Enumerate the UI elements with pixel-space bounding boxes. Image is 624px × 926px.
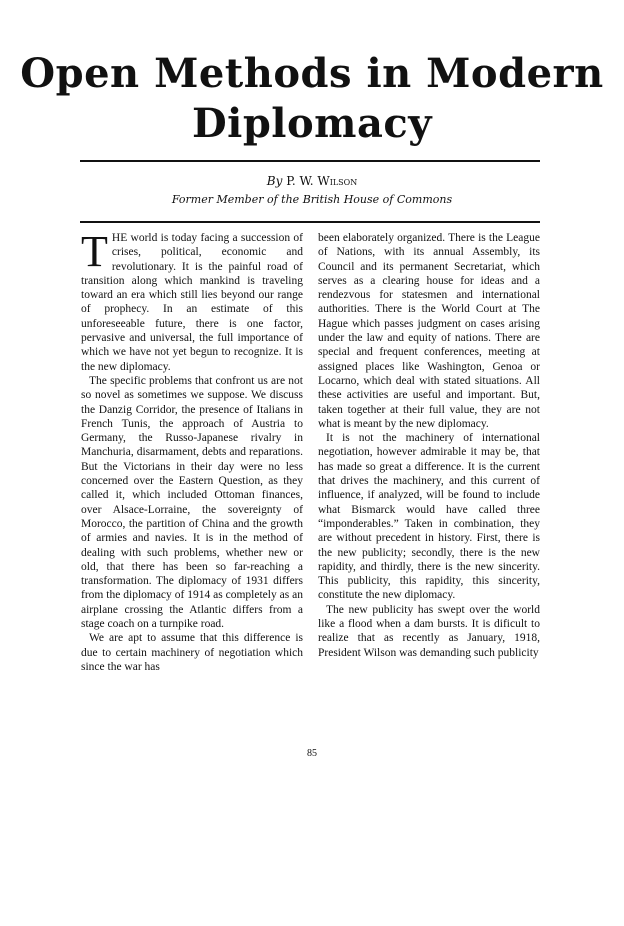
paragraph: The specific problems that confront us are not so novel as sometimes we suppose. We discuss the Danzig Corridor, the presence of Italians in French Tunis, the approach of Austria to Germany, the Russo-Japanese rivalry in Manchuria, disarmament, debts and reparations. But the Victorians in their day were no less concerned over the Eastern Question, as they called it, which included Ottoman finances, over Alsace-Lorraine, the sovereignty of Morocco, the partition of China and the growth of armies and navies. It is in the method of dealing with such problems, whether new or old, that there has been so far-reaching a transformation. The diplomacy of 1931 differs from the diplomacy of 1914 as completely as an airplane crossing the Atlantic differs from a stage coach on a turnpike road. xyxy=(81,374,303,631)
paragraph: The new publicity has swept over the world like a flood when a dam bursts. It is dificult to realize that as recently as January, 1918, President Wilson was demanding such publicity xyxy=(318,603,540,659)
byline-prefix: By xyxy=(266,174,283,188)
byline xyxy=(0,174,624,188)
author-affiliation: Former Member of the British House of Commons xyxy=(171,193,453,206)
text-column-left xyxy=(81,227,303,674)
article-title-line-2: Diplomacy xyxy=(191,100,433,147)
page-number: 85 xyxy=(307,748,317,759)
article-title-line-1: Open Methods in Modern xyxy=(20,50,604,97)
paragraph: been elaborately organized. There is the League of Nations, with its annual Assembly, its Council and its permanent Secretariat, which serves as a clearing house for ideas and a rendezvous for statesmen and international authorities. There is the World Court at The Hague which passes judgment on cases arising under the law and equity of nations. There are special and frequent conferences, meeting at assigned places like Washington, Genoa or Locarno, which deal with stated situations. All these activities are useful and important. But, taken together at their full value, they are not what is meant by the new diplomacy. xyxy=(318,232,540,430)
paragraph: We are apt to assume that this difference is due to certain machinery of negotiation which since the war has xyxy=(81,632,303,673)
paragraph-text: HE world is today facing a succession of crises, political, economic and revolutionary. It is the painful road of transition along which mankind is traveling toward an era which still lies beyond our range of prophecy. In an estimate of this unforeseeable future, there is one factor, pervasive and universal, the full importance of which we have not yet begun to recognize. It is the new diplomacy. xyxy=(81,232,303,373)
author-name: P. W. Wilson xyxy=(286,174,358,188)
text-column-right xyxy=(318,231,540,660)
title-rule-bottom xyxy=(80,221,540,223)
drop-cap: T xyxy=(81,227,108,276)
paragraph xyxy=(81,227,303,374)
paragraph: It is not the machinery of international negotiation, however admirable it may be, that has made so great a difference. It is the current that drives the machinery, and this current of influence, if analyzed, will be found to include what Bismarck would have called three “imponderables.” Taken in combination, they are without precedent in history. First, there is the new publicity; secondly, there is the new rapidity, and thirdly, there is the new sincerity. This publicity, this rapidity, this sincerity, constitute the new diplomacy. xyxy=(318,432,540,602)
title-rule-top xyxy=(80,160,540,162)
